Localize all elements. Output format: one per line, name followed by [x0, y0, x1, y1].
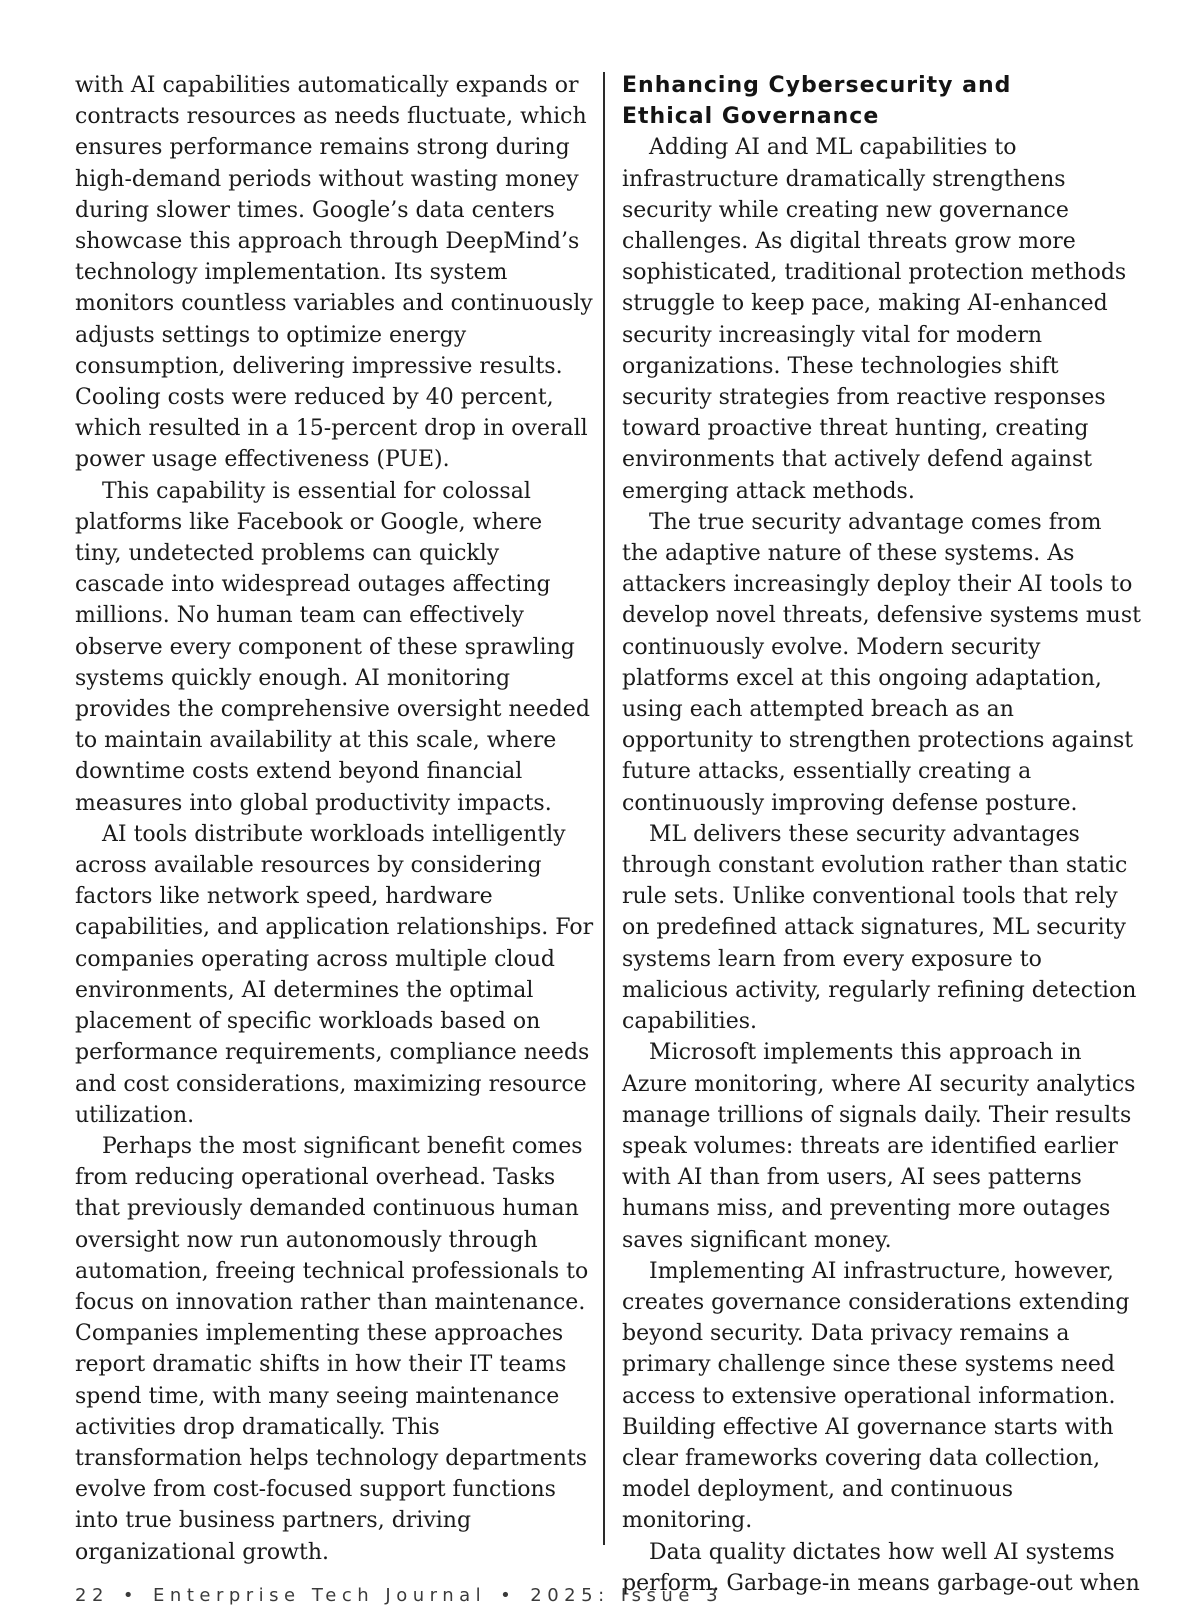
body-paragraph: Perhaps the most significant benefit comes from reducing operational overhead. Tasks that previously demanded continuous human oversight now run autonomously through automation, freeing technical professionals to focus on innovation rather than maintenance. Companies implementing these approaches report dramatic shifts in how their IT teams spend time, with many seeing maintenance activities drop dramatically. This transformation helps technology departments evolve from cost-focused support functions into true business partners, driving organizational growth. [75, 1133, 589, 1565]
body-paragraph: Data quality dictates how well AI systems perform. Garbage-in means garbage-out when [622, 1539, 1140, 1596]
body-paragraph: AI tools distribute workloads intelligently across available resources by considering factors like network speed, hardware capabilities, and application relationships. For companies operating across multiple cloud environments, AI determines the optimal placement of specific workloads based on performance requirements, compliance needs and cost considerations, maximizing resource utilization. [75, 821, 594, 1128]
section-heading-line1: Enhancing Cybersecurity and [622, 73, 1012, 98]
section-heading-line2: Ethical Governance [622, 104, 880, 130]
right-column [622, 70, 1142, 1599]
body-paragraph: Implementing AI infrastructure, however, creates governance considerations extending beyond security. Data privacy remains a primary challenge since these systems need access to extensive operational information. Building effective AI governance starts with clear frameworks covering data collection, model deployment, and continuous monitoring. [622, 1258, 1130, 1534]
footer-separator: • [500, 1585, 517, 1606]
body-paragraph: The true security advantage comes from the adaptive nature of these systems. As attackers increasingly deploy their AI tools to develop novel threats, defensive systems must continuously evolve. Modern security platforms excel at this ongoing adaptation, using each attempted breach as an opportunity to strengthen protections against future attacks, essentially creating a continuously improving defense posture. [622, 509, 1141, 816]
footer-separator: • [122, 1585, 140, 1606]
body-paragraph: Microsoft implements this approach in Azure monitoring, where AI security analytics manage trillions of signals daily. Their results speak volumes: threats are identified earlier with AI than from users, AI sees patterns humans miss, and preventing more outages saves significant money. [622, 1040, 1136, 1253]
body-paragraph: ML delivers these security advantages through constant evolution rather than static rule sets. Unlike conventional tools that rely on predefined attack signatures, ML security systems learn from every exposure to malicious activity, regularly refining detection capabilities. [622, 821, 1137, 1035]
page-footer [75, 1585, 723, 1606]
page-number: 22 [75, 1585, 109, 1606]
publication-name: Enterprise Tech Journal [153, 1585, 487, 1606]
body-paragraph: This capability is essential for colossal platforms like Facebook or Google, where tiny, undetected problems can quickly cascade into widespread outages affecting millions. No human team can effectively observe every component of these sprawling systems quickly enough. AI monitoring provides the comprehensive oversight needed to maintain availability at this scale, where downtime costs extend beyond financial measures into global productivity impacts. [75, 478, 590, 816]
section-heading [622, 70, 1142, 132]
body-paragraph: Adding AI and ML capabilities to infrastructure dramatically strengthens security while creating new governance challenges. As digital threats grow more sophisticated, traditional protection methods struggle to keep pace, making AI-enhanced security increasingly vital for modern organizations. These technologies shift security strategies from reactive responses toward proactive threat hunting, creating environments that actively defend against emerging attack methods. [622, 135, 1127, 504]
left-column [75, 70, 595, 1568]
column-divider [603, 72, 605, 1545]
issue-label: 2025: Issue 3 [530, 1585, 724, 1606]
body-paragraph: with AI capabilities automatically expands or contracts resources as needs fluctuate, which ensures performance remains strong during high-demand periods without wasting money during slower times. Google’s data centers showcase this approach through DeepMind’s technology implementation. Its system monitors countless variables and continuously adjusts settings to optimize energy consumption, delivering impressive results. Cooling costs were reduced by 40 percent, which resulted in a 15-percent drop in overall power usage effectiveness (PUE). [75, 73, 593, 473]
